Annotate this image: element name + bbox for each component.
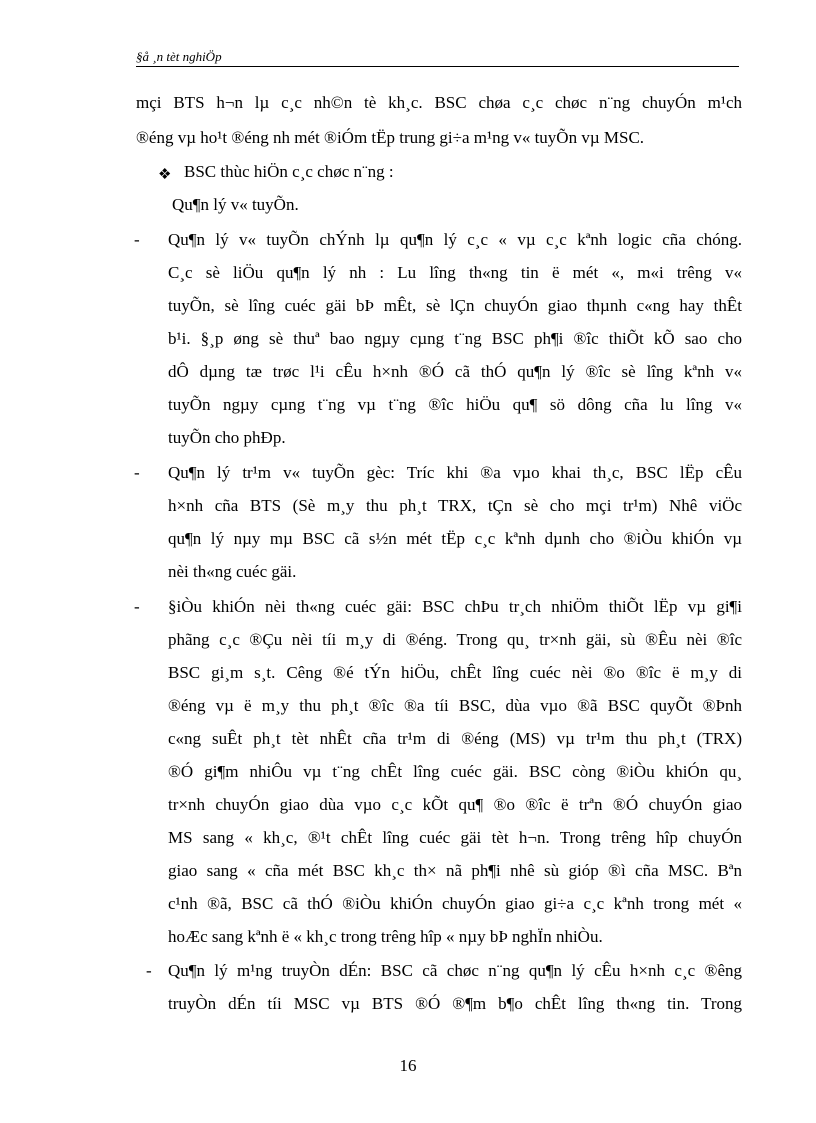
text-line: tuyÕn cho phÐp. [168, 428, 286, 447]
text-line: hoÆc sang kªnh ë « kh¸c trong trêng hîp « nµy bÞ nghÏn nhiÒu. [168, 927, 603, 946]
page-number: 16 [399, 1056, 417, 1075]
text-line: giao sang « cña mét BSC kh¸c th× nã ph¶i nhê sù gióp ®ì cña MSC. Bªn [168, 861, 742, 880]
text-line: mçi BTS h¬n lµ c¸c nh©n tè kh¸c. BSC chøa c¸c chøc n¨ng chuyÓn m¹ch [136, 93, 742, 112]
text-line: tuyÕn, sè lîng cuéc gäi bÞ mÊt, sè lÇn chuyÓn giao thµnh c«ng hay thÊt [168, 296, 742, 315]
text-line: b¹i. §¸p øng sè thuª bao ngµy cµng t¨ng BSC ph¶i ®îc thiÕt kÕ sao cho [168, 329, 742, 348]
dash-bullet: - [134, 597, 140, 616]
dash-bullet: - [134, 230, 140, 249]
header-rule [136, 66, 739, 67]
text-line: h×nh cña BTS (Sè m¸y thu ph¸t TRX, tÇn sè cho mçi tr¹m) Nhê viÖc [168, 496, 742, 515]
text-line: BSC gi¸m s¸t. Cêng ®é tÝn hiÖu, chÊt lîng cuéc nèi ®o ®îc ë m¸y di [168, 663, 742, 682]
text-line: §iÒu khiÓn nèi th«ng cuéc gäi: BSC chÞu tr¸ch nhiÖm thiÕt lËp vµ gi¶i [168, 597, 742, 616]
dash-bullet: - [146, 961, 152, 980]
text-line: dÔ dµng tæ trøc l¹i cÊu h×nh ®Ó cã thÓ qu¶n lý ®îc sè lîng kªnh v« [168, 362, 742, 381]
diamond-bullet-icon: ❖ [158, 167, 172, 183]
text-line: ®Ó gi¶m nhiÔu vµ t¨ng chÊt lîng cuéc gäi. BSC còng ®iÒu khiÓn qu¸ [168, 762, 742, 781]
text-line: Qu¶n lý tr¹m v« tuyÕn gèc: Tríc khi ®a vµo khai th¸c, BSC lËp cÊu [168, 463, 742, 482]
text-line: qu¶n lý nµy mµ BSC cã s½n mét tËp c¸c kªnh dµnh cho ®iÒu khiÓn vµ [168, 529, 742, 548]
text-line: C¸c sè liÖu qu¶n lý nh : Lu lîng th«ng tin ë mét «, m«i trêng v« [168, 263, 742, 282]
dash-bullet: - [134, 463, 140, 482]
subheading: Qu¶n lý v« tuyÕn. [172, 195, 299, 214]
section-heading: BSC thùc hiÖn c¸c chøc n¨ng : [184, 162, 394, 181]
text-line: tuyÕn ngµy cµng t¨ng vµ t¨ng ®îc hiÖu qu¶ sö dông cña lu lîng v« [168, 395, 742, 414]
text-line: nèi th«ng cuéc gäi. [168, 562, 297, 581]
text-line: MS sang « kh¸c, ®¹t chÊt lîng cuéc gäi tèt h¬n. Trong trêng hîp chuyÓn [168, 828, 742, 847]
text-line: phãng c¸c ®Çu nèi tíi m¸y di ®éng. Trong qu¸ tr×nh gäi, sù ®Êu nèi ®îc [168, 630, 742, 649]
text-line: c¹nh ®ã, BSC cã thÓ ®iÒu khiÓn chuyÓn giao gi÷a c¸c kªnh trong mét « [168, 894, 742, 913]
text-line: c«ng suÊt ph¸t tèt nhÊt cña tr¹m di ®éng (MS) vµ tr¹m thu ph¸t (TRX) [168, 729, 742, 748]
text-line: tr×nh chuyÓn giao dùa vµo c¸c kÕt qu¶ ®o ®îc ë trªn ®Ó chuyÓn giao [168, 795, 742, 814]
text-line: Qu¶n lý v« tuyÕn chÝnh lµ qu¶n lý c¸c « vµ c¸c kªnh logic cña chóng. [168, 230, 742, 249]
text-line: ®éng vµ ho¹t ®éng nh mét ®iÓm tËp trung gi÷a m¹ng v« tuyÕn vµ MSC. [136, 128, 645, 147]
text-line: ®éng vµ ë m¸y thu ph¸t ®îc ®a tíi BSC, dùa vµo ®ã BSC quyÕt ®Þnh [168, 696, 742, 715]
text-line: Qu¶n lý m¹ng truyÒn dÉn: BSC cã chøc n¨ng qu¶n lý cÊu h×nh c¸c ®êng [168, 961, 742, 980]
page-header: §å ¸n tèt nghiÖp [136, 49, 222, 64]
text-line: truyÒn dÉn tíi MSC vµ BTS ®Ó ®¶m b¶o chÊt lîng th«ng tin. Trong [168, 994, 742, 1013]
